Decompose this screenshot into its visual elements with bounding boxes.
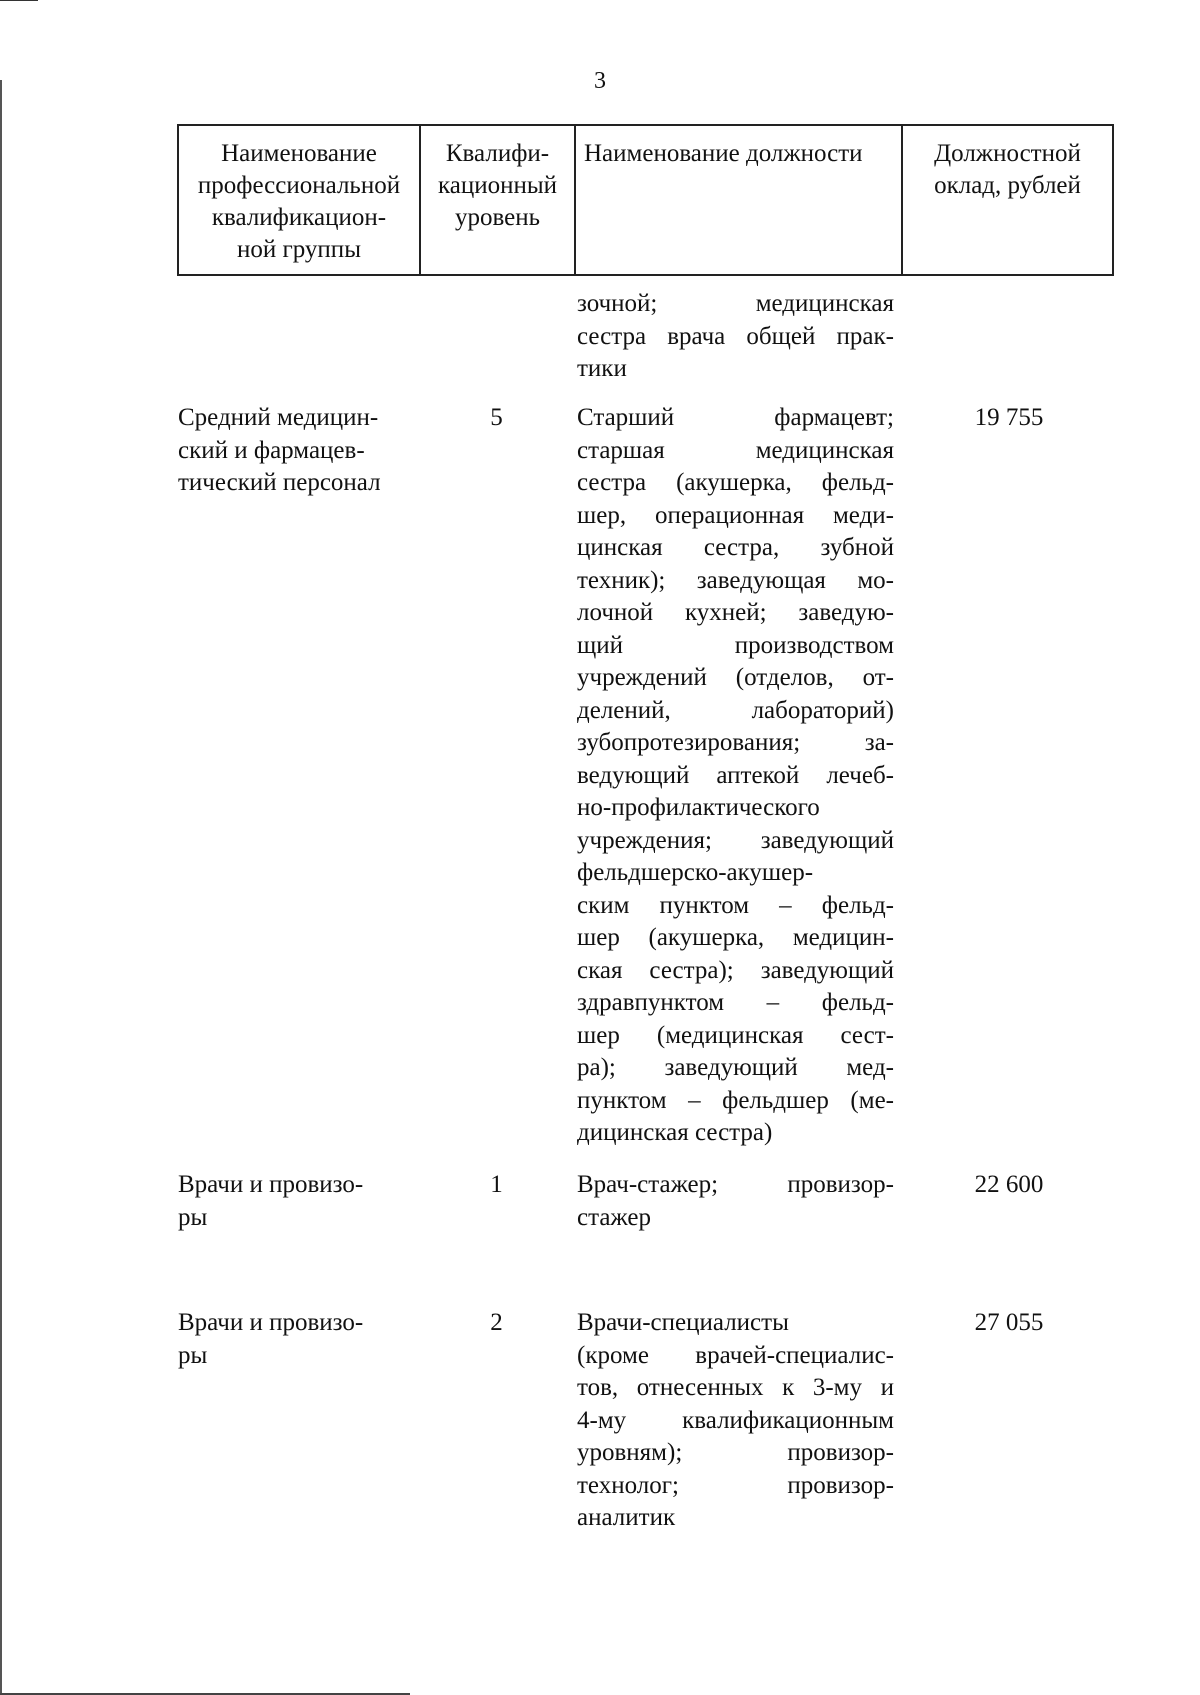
level-cell: 2 bbox=[490, 1309, 503, 1336]
level-cell: 1 bbox=[490, 1171, 503, 1198]
header-salary-cell: Должностной оклад, рублей bbox=[934, 140, 1081, 199]
position-cell bbox=[577, 1169, 894, 1234]
position-line: здравпунктом – фельд- bbox=[577, 989, 894, 1016]
position-line: старшая медицинская bbox=[577, 436, 894, 464]
header-level-cell: Квалифи- кационный уровень bbox=[421, 126, 576, 274]
position-line: зубопротезирования; за- bbox=[577, 729, 894, 756]
header-group-cell: Наименование профессиональной квалификацион- ной группы bbox=[179, 126, 421, 274]
position-line: технолог; провизор- bbox=[577, 1471, 894, 1499]
position-line: сестра врача общей прак- bbox=[577, 322, 894, 350]
table-header bbox=[177, 124, 1114, 276]
position-line: делений, лабораторий) bbox=[577, 696, 894, 724]
position-line: учреждения; заведующий bbox=[577, 826, 894, 854]
level-cell: 5 bbox=[490, 404, 503, 431]
position-line: ская сестра); заведующий bbox=[577, 956, 894, 984]
position-cell bbox=[577, 288, 894, 386]
position-cell bbox=[577, 1307, 894, 1535]
position-line: сестра (акушерка, фельд- bbox=[577, 469, 894, 496]
position-line: шер (медицинская сест- bbox=[577, 1021, 894, 1049]
position-line: (кроме врачей-специалис- bbox=[577, 1341, 894, 1369]
salary-cell: 27 055 bbox=[974, 1309, 1044, 1336]
position-line: тов, отнесенных к 3-му и bbox=[577, 1374, 894, 1401]
position-line: ским пунктом – фельд- bbox=[577, 891, 894, 919]
position-line: ра); заведующий мед- bbox=[577, 1054, 894, 1081]
header-position-cell: Наименование должности bbox=[576, 126, 903, 274]
group-cell: Врачи и провизо- ры bbox=[178, 1309, 364, 1369]
group-cell: Средний медицин- ский и фармацев- тический персонал bbox=[178, 404, 381, 496]
position-line: учреждений (отделов, от- bbox=[577, 664, 894, 691]
position-line: стажер bbox=[577, 1203, 651, 1231]
position-line: Врач-стажер; провизор- bbox=[577, 1171, 894, 1198]
position-line: уровням); провизор- bbox=[577, 1439, 894, 1466]
page-number: 3 bbox=[594, 68, 606, 94]
position-line: Старший фармацевт; bbox=[577, 404, 894, 431]
position-cell bbox=[577, 402, 894, 1150]
position-line: шер (акушерка, медицин- bbox=[577, 924, 894, 951]
position-line: техник); заведующая мо- bbox=[577, 566, 894, 594]
position-line: ведующий аптекой лечеб- bbox=[577, 761, 894, 789]
salary-cell: 19 755 bbox=[974, 404, 1044, 431]
position-line: 4-му квалификационным bbox=[577, 1406, 894, 1434]
scan-edge-line bbox=[0, 80, 2, 1695]
position-line: зочной; медицинская bbox=[577, 290, 894, 317]
group-cell: Врачи и провизо- ры bbox=[178, 1171, 364, 1231]
position-line: аналитик bbox=[577, 1504, 676, 1531]
position-line: шер, операционная меди- bbox=[577, 501, 894, 529]
position-line: но-профилактического bbox=[577, 794, 820, 821]
position-line: щий производством bbox=[577, 631, 894, 659]
position-line: дицинская сестра) bbox=[577, 1119, 773, 1146]
position-line: цинская сестра, зубной bbox=[577, 534, 894, 561]
position-line: Врачи-специалисты bbox=[577, 1309, 789, 1336]
salary-cell: 22 600 bbox=[974, 1171, 1044, 1198]
position-line: фельдшерско-акушер- bbox=[577, 859, 814, 886]
position-line: пунктом – фельдшер (ме- bbox=[577, 1086, 894, 1114]
position-line: тики bbox=[577, 355, 627, 382]
scan-edge-mark bbox=[0, 0, 38, 1]
position-line: лочной кухней; заведую- bbox=[577, 599, 894, 626]
